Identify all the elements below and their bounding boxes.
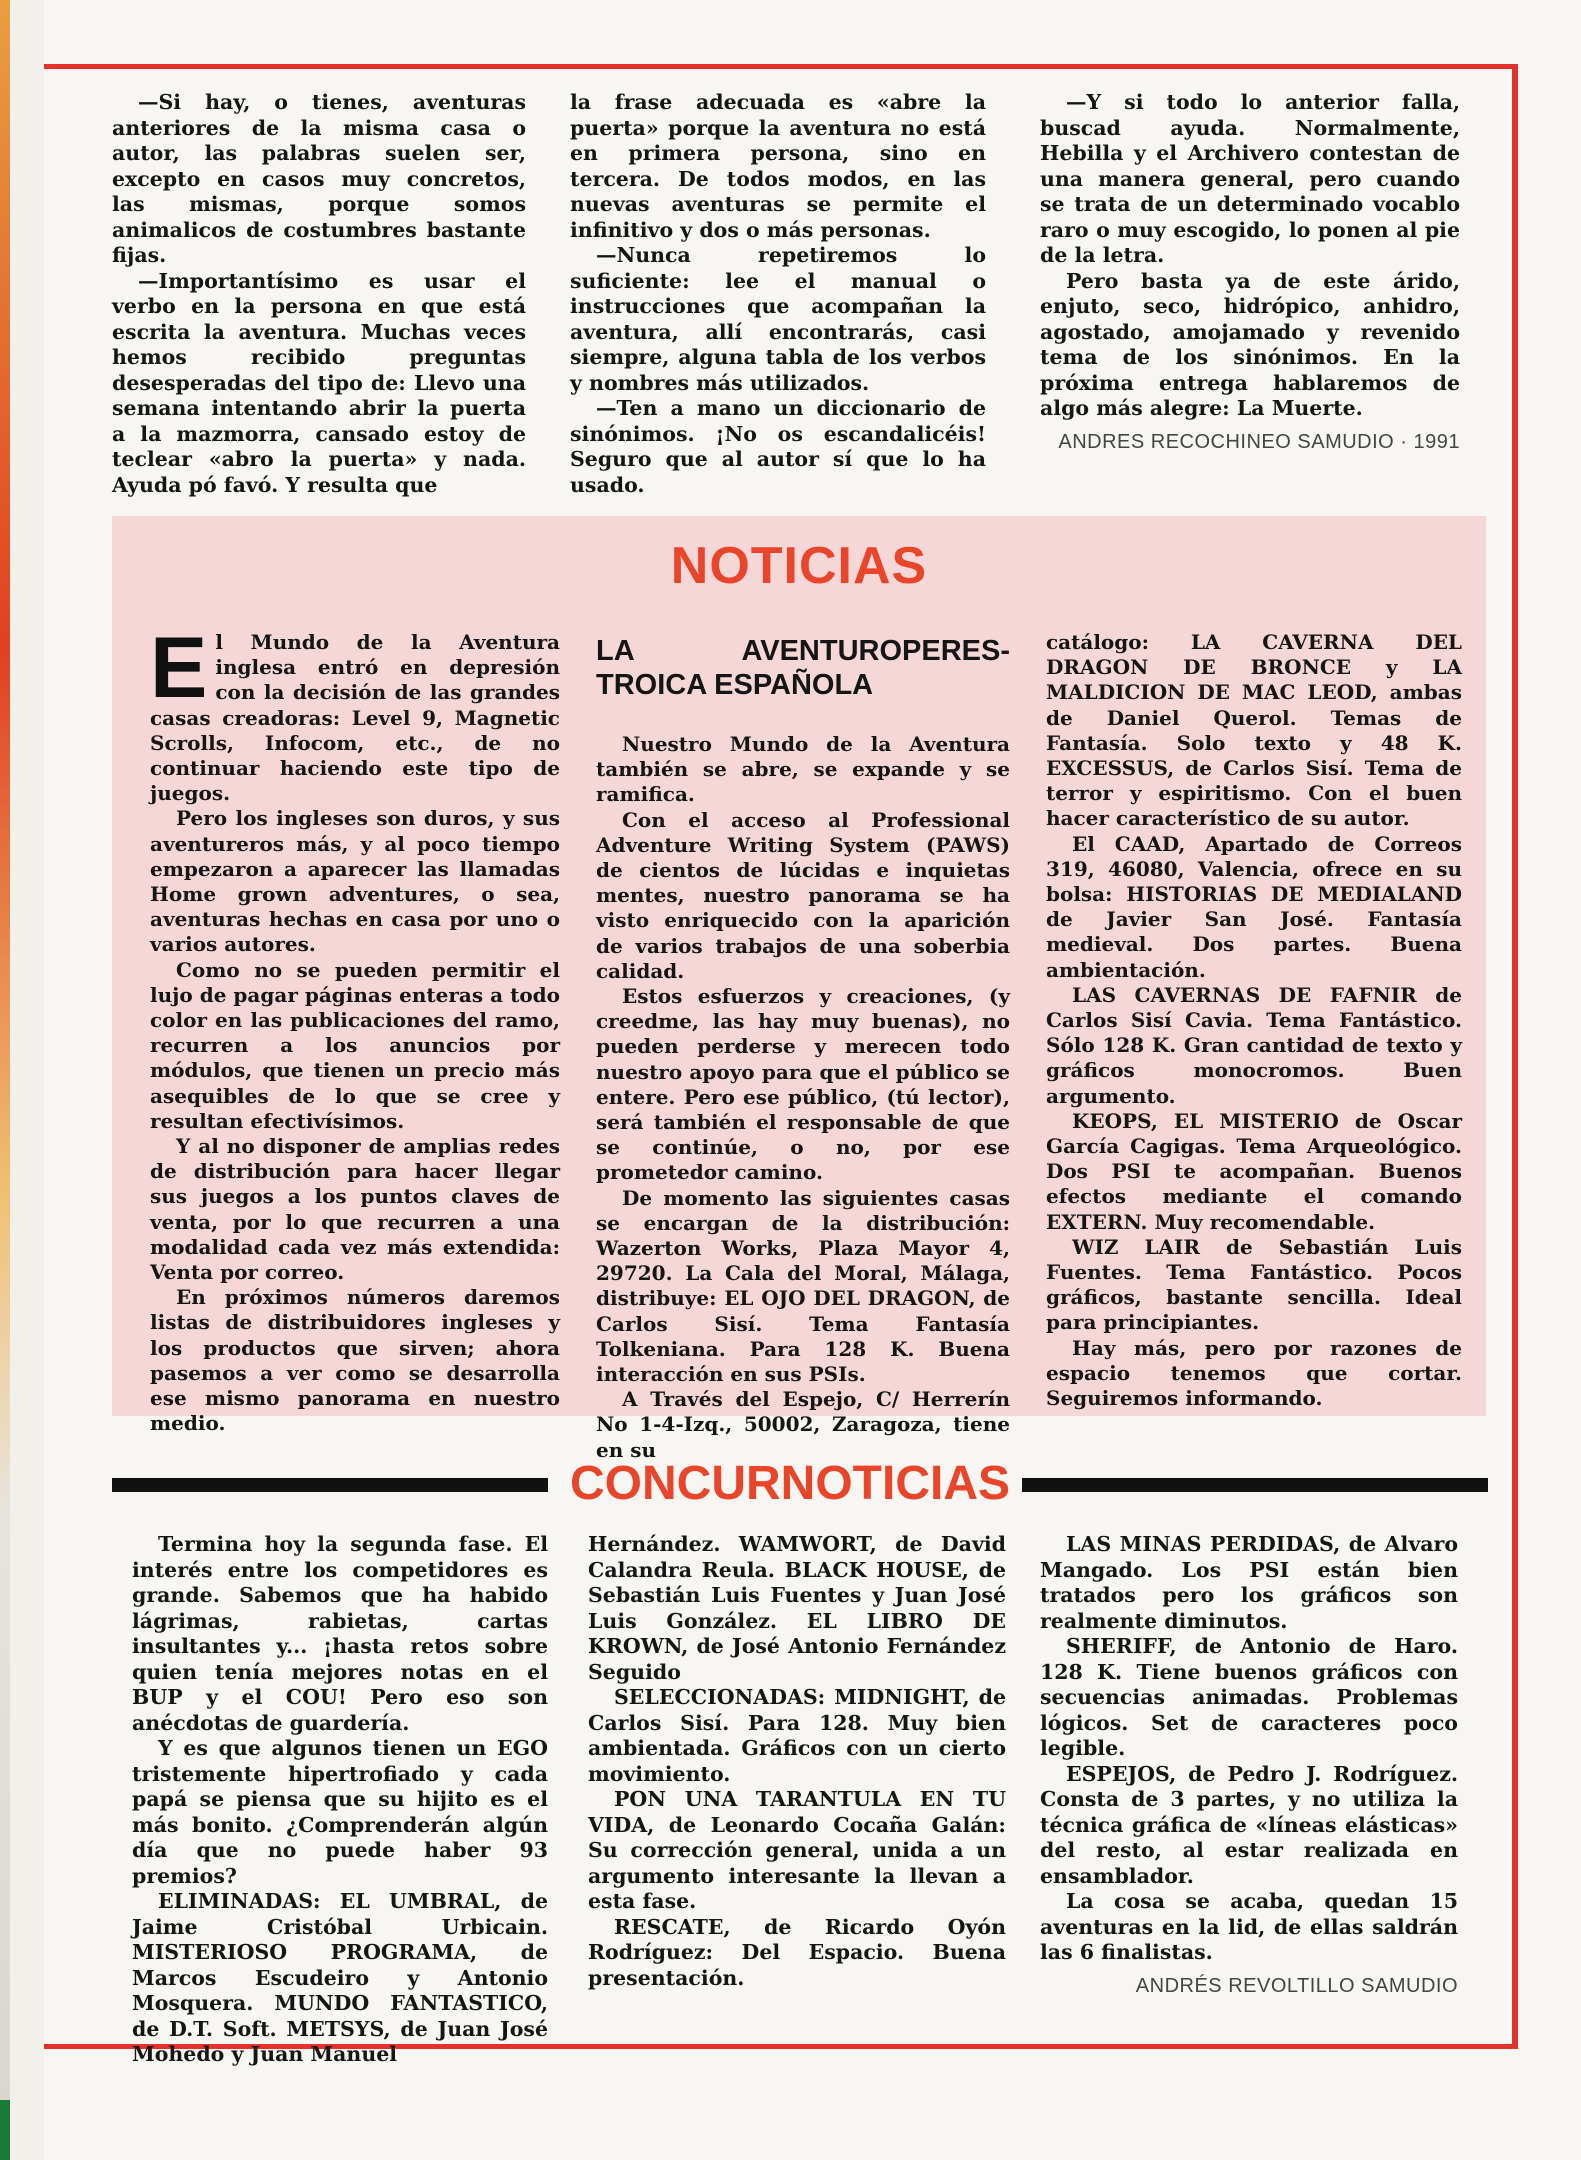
paragraph: Estos esfuerzos y creaciones, (y creedme, las hay muy buenas), no pueden perderse y merecen todo nuestro apoyo para que el público se entere. Pero ese público, (tú lector), será también el responsable de que se continúe, o no, por ese prometedor camino. [596, 984, 1010, 1185]
noticias-column-2 [596, 630, 1010, 1463]
paragraph: Pero los ingleses son duros, y sus aventureros más, y al poco tiempo empezaron a aparecer las llamadas Home grown adventures, o sea, aventuras hechas en casa por uno o varios autores. [150, 806, 560, 957]
paragraph: Termina hoy la segunda fase. El interés entre los competidores es grande. Sabemos que ha habido lágrimas, rabietas, cartas insultantes y... ¡hasta retos sobre quien tenía mejores notas en el BUP y el COU! Pero eso son anécdotas de guardería. [132, 1532, 548, 1735]
paragraph: ELIMINADAS: EL UMBRAL, de Jaime Cristóbal Urbicain. MISTERIOSO PROGRAMA, de Marcos Escudeiro y Antonio Mosquera. MUNDO FANTASTICO, de D.T. Soft. METSYS, de Juan José Mohedo y Juan Manuel [132, 1889, 548, 2066]
heading-rule-right [1022, 1478, 1488, 1492]
noticias-title: NOTICIAS [670, 537, 928, 595]
paragraph: En próximos números daremos listas de distribuidores ingleses y los productos que sirven; ahora pasemos a ver como se desarrolla ese mismo panorama en nuestro medio. [150, 1285, 560, 1436]
paragraph: LAS CAVERNAS DE FAFNIR de Carlos Sisí Cavia. Tema Fantástico. Sólo 128 K. Gran cantidad de texto y gráficos monocromos. Buen argumento. [1046, 982, 1462, 1108]
paragraph: Con el acceso al Professional Adventure Writing System (PAWS) de cientos de lúcidas e inquietas mentes, nuestro panorama se ha visto enriquecido con la aparición de varios trabajos de una soberbia calidad. [596, 807, 1010, 983]
paragraph: SELECCIONADAS: MIDNIGHT, de Carlos Sisí. Para 128. Muy bien ambientada. Gráficos con un cierto movimiento. [588, 1685, 1006, 1786]
paragraph: ESPEJOS, de Pedro J. Rodríguez. Consta de 3 partes, y no utiliza la técnica gráfica de «líneas elásticas» del resto, al estar realizada en ensamblador. [1040, 1761, 1458, 1888]
paragraph: —Si hay, o tienes, aventuras anteriores de la misma casa o autor, las palabras suelen ser, excepto en casos muy concretos, las mismas, porque somos animalicos de costumbres bastante fijas. [112, 90, 526, 267]
author-signature: ANDRES RECOCHINEO SAMUDIO · 1991 [1058, 430, 1460, 453]
red-rule-top [44, 64, 1518, 69]
paragraph: WIZ LAIR de Sebastián Luis Fuentes. Tema Fantástico. Pocos gráficos, bastante sencilla. Ideal para principiantes. [1046, 1234, 1462, 1335]
page-edge-left [0, 0, 10, 2160]
author-signature: ANDRÉS REVOLTILLO SAMUDIO [1135, 1974, 1458, 1997]
paragraph: KEOPS, EL MISTERIO de Oscar García Cagigas. Tema Arqueológico. Dos PSI te acompañan. Buenos efectos mediante el comando EXTERN. Muy recomendable. [1046, 1108, 1462, 1234]
top-column-2 [570, 90, 986, 498]
paragraph: SHERIFF, de Antonio de Haro. 128 K. Tiene buenos gráficos con secuencias animadas. Problemas lógicos. Set de caracteres poco legible. [1040, 1634, 1458, 1760]
drop-cap: E [150, 620, 208, 716]
concurnoticias-column-2 [588, 1532, 1006, 1991]
paragraph: —Ten a mano un diccionario de sinónimos. ¡No os escandalicéis! Seguro que al autor sí que lo ha usado. [570, 396, 986, 497]
page-gutter [10, 0, 44, 2160]
paragraph: Hernández. WAMWORT, de David Calandra Reula. BLACK HOUSE, de Sebastián Luis Fuentes y Juan José Luis González. EL LIBRO DE KROWN, de José Antonio Fernández Seguido [588, 1532, 1006, 1684]
paragraph: —Importantísimo es usar el verbo en la persona en que está escrita la aventura. Muchas veces hemos recibido preguntas desesperadas del tipo de: Llevo una semana intentando abrir la puerta a la mazmorra, cansado estoy de teclear «abro la puerta» y nada. Ayuda pó favó. Y resulta que [112, 268, 526, 497]
paragraph: Y es que algunos tienen un EGO tristemente hipertrofiado y cada papá se piensa que su hijito es el más bonito. ¿Comprenderán algún día que no puede haber 93 premios? [132, 1736, 548, 1888]
edge-green-mark [0, 2100, 10, 2160]
paragraph: Nuestro Mundo de la Aventura también se abre, se expande y se ramifica. [596, 732, 1010, 807]
concurnoticias-column-1 [132, 1532, 548, 2068]
paragraph: Como no se pueden permitir el lujo de pagar páginas enteras a todo color en las publicaciones del ramo, recurren a los anuncios por módulos, que tienen un precio más asequibles de lo que se cree y resultan efectivísimos. [150, 957, 560, 1133]
concurnoticias-title: CONCURNOTICIAS [570, 1457, 1010, 1510]
paragraph: la frase adecuada es «abre la puerta» porque la aventura no está en primera persona, sino en tercera. De todos modos, en las nuevas aventuras se permite el infinitivo y dos o más personas. [570, 90, 986, 242]
paragraph: catálogo: LA CAVERNA DEL DRAGON DE BRONCE y LA MALDICION DE MAC LEOD, ambas de Daniel Querol. Temas de Fantasía. Solo texto y 48 K. EXCESSUS, de Carlos Sisí. Tema de terror y espiritismo. Con el buen hacer característico de su autor. [1046, 630, 1462, 831]
red-rule-right [1512, 64, 1518, 2049]
paragraph: El CAAD, Apartado de Correos 319, 46080, Valencia, ofrece en su bolsa: HISTORIAS DE MEDIALAND de Javier San José. Fantasía medieval. Dos partes. Buena ambientación. [1046, 831, 1462, 982]
paragraph: PON UNA TARANTULA EN TU VIDA, de Leonardo Cocaña Galán: Su corrección general, unida a un argumento interesante la llevan a esta fase. [588, 1787, 1006, 1913]
paragraph: La cosa se acaba, quedan 15 aventuras en la lid, de ellas saldrán las 6 finalistas. [1040, 1889, 1458, 1964]
paragraph: Y al no disponer de amplias redes de distribución para hacer llegar sus juegos a los puntos claves de venta, por lo que recurren a una modalidad cada vez más extendida: Venta por correo. [150, 1134, 560, 1285]
top-column-3 [1040, 90, 1460, 455]
paragraph-text: l Mundo de la Aventura inglesa entró en depresión con la decisión de las grandes casas creadoras: Level 9, Magnetic Scrolls, Infocom, etc., de no continuar haciendo este tipo de juegos. [150, 630, 560, 806]
heading-rule-left [112, 1478, 548, 1492]
concurnoticias-column-3 [1040, 1532, 1458, 1999]
noticias-column-3 [1046, 630, 1462, 1411]
top-column-1 [112, 90, 526, 498]
paragraph: De momento las siguientes casas se encargan de la distribución: Wazerton Works, Plaza Mayor 4, 29720. La Cala del Moral, Málaga, distribuye: EL OJO DEL DRAGON, de Carlos Sisí. Tema Fantasía Tolkeniana. Para 128 K. Buena interacción en sus PSIs. [596, 1185, 1010, 1387]
paragraph: A Través del Espejo, C/ Herrerín No 1-4-Izq., 50002, Zaragoza, tiene en su [596, 1387, 1010, 1462]
paragraph: —Nunca repetiremos lo suficiente: lee el manual o instrucciones que acompañan la aventura, allí encontrarás, casi siempre, alguna tabla de los verbos y nombres más utilizados. [570, 243, 986, 395]
paragraph: Pero basta ya de este árido, enjuto, seco, hidrópico, anhidro, agostado, amojamado y revenido tema de los sinónimos. En la próxima entrega hablaremos de algo más alegre: La Muerte. [1040, 268, 1460, 420]
paragraph [150, 620, 560, 806]
paragraph: —Y si todo lo anterior falla, buscad ayuda. Normalmente, Hebilla y el Archivero contestan de una manera general, pero cuando se trata de un determinado vocablo raro o muy escogido, lo ponen al pie de la letra. [1040, 90, 1460, 267]
noticias-column-1 [150, 620, 560, 1437]
paragraph: RESCATE, de Ricardo Oyón Rodríguez: Del Espacio. Buena presentación. [588, 1914, 1006, 1990]
paragraph: LAS MINAS PERDIDAS, de Alvaro Mangado. Los PSI están bien tratados pero los gráficos son realmente diminutos. [1040, 1532, 1458, 1633]
paragraph: Hay más, pero por razones de espacio tenemos que cortar. Seguiremos informando. [1046, 1335, 1462, 1411]
section-heading: LA AVENTUROPERES-TROICA ESPAÑOLA [596, 635, 1010, 701]
